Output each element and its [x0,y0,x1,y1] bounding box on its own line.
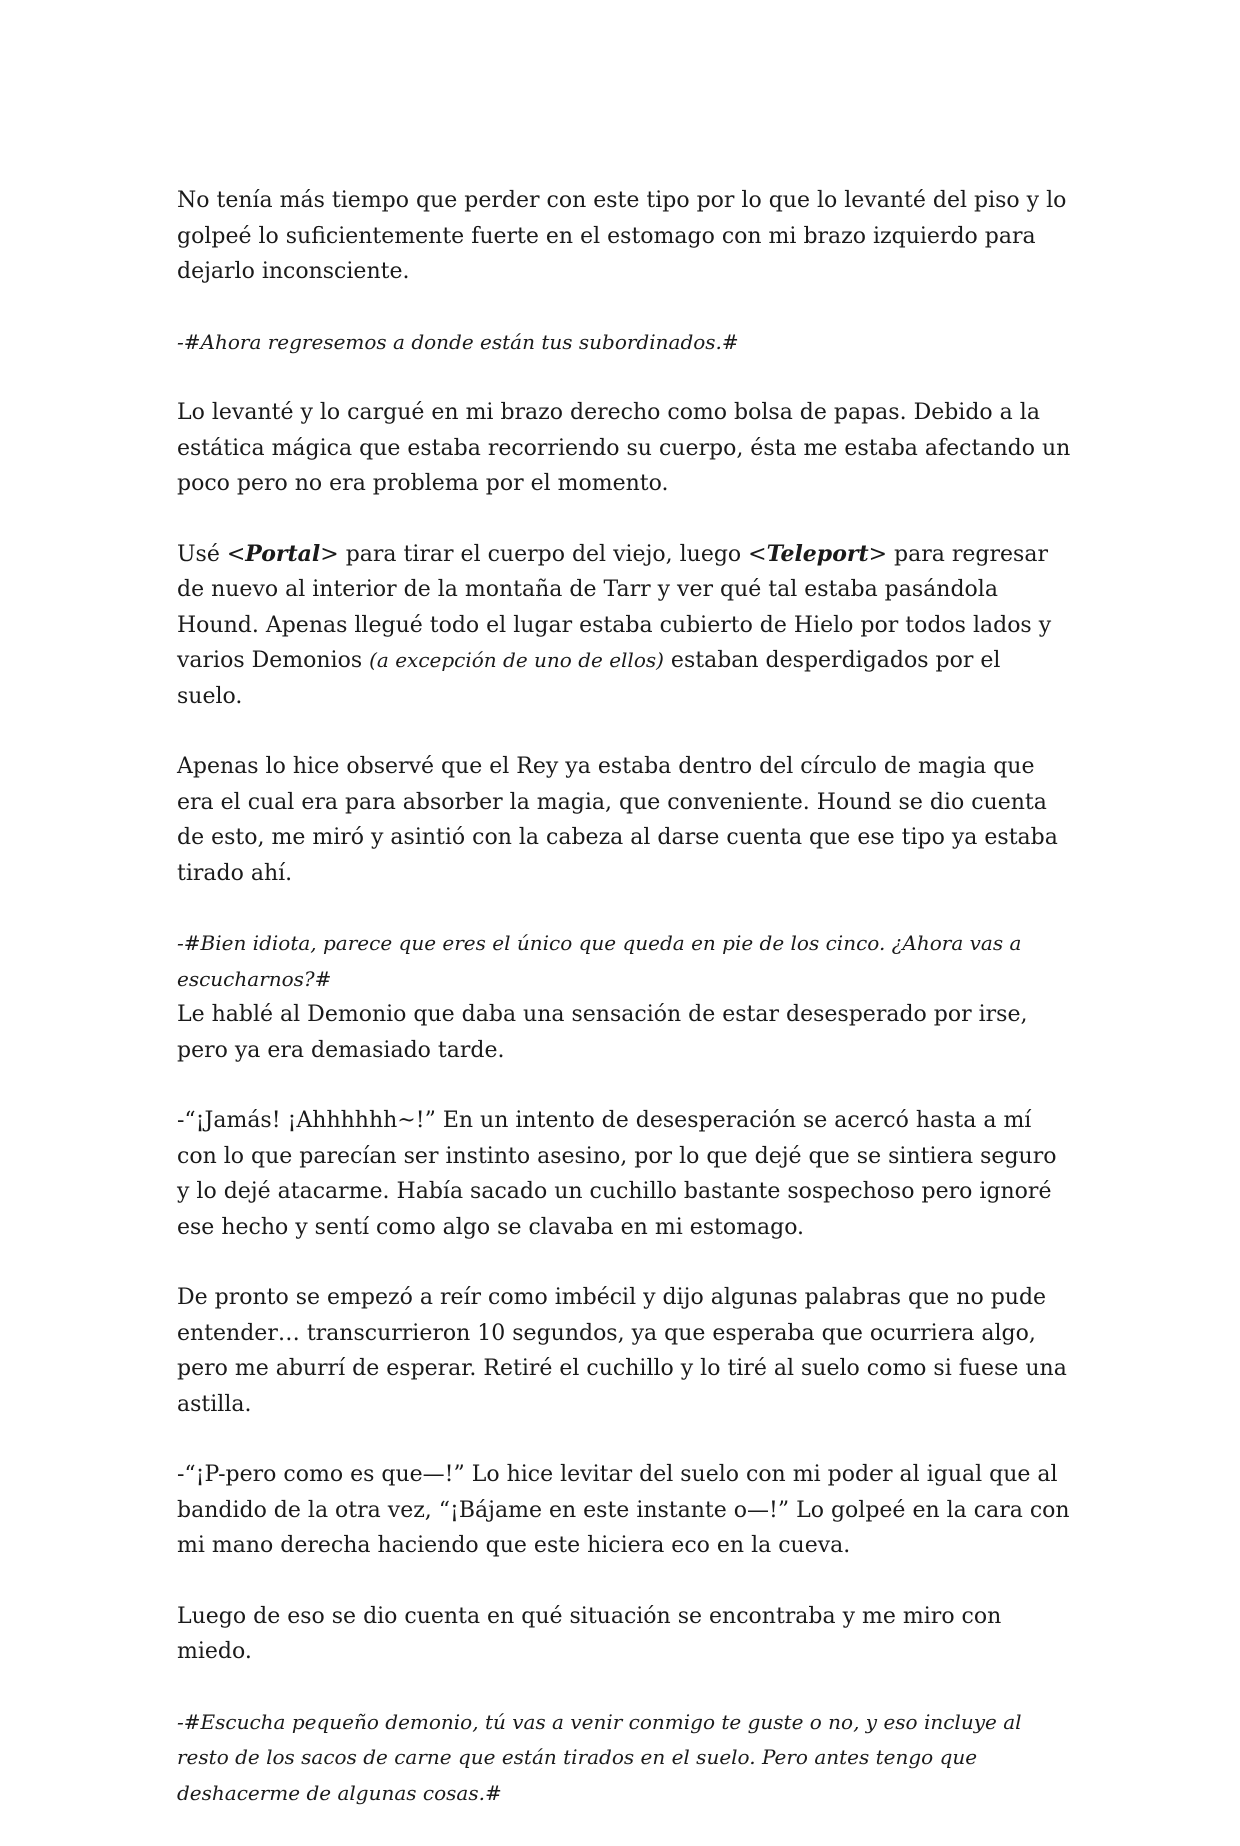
paragraph-7: -“¡Jamás! ¡Ahhhhhh~!” En un intento de desesperación se acercó hasta a mí con lo que parecían ser instinto asesino, por lo que dejé que se sintiera seguro y lo dejé atacarme. Había sacado un cuchillo bastante sospechoso pero ignoré ese hecho y sentí como algo se clavaba en mi estomago. [177,1108,1057,1240]
paragraph-4-text-c: > para regresar de nuevo al interior de la montaña de Tarr y ver qué tal estaba pasándola Hound. Apenas llegué todo el lugar estaba cubierto de Hielo por todos lados y varios Demonios [177,541,1052,673]
paragraph-8: De pronto se empezó a reír como imbécil y dijo algunas palabras que no pude entender… transcurrieron 10 segundos, ya que esperaba que ocurriera algo, pero me aburrí de esperar. Retiré el cuchillo y lo tiré al suelo como si fuese una astilla. [177,1285,1067,1417]
paragraph-6: Le hablé al Demonio que daba una sensación de estar desesperado por irse, pero ya era demasiado tarde. [177,1002,1028,1063]
teleport-spell-name: Teleport [766,540,869,567]
dialogue-paragraph-6: -#Bien idiota, parece que eres el único que queda en pie de los cinco. ¿Ahora vas a escucharnos?# [177,931,1022,991]
dialogue-paragraph-11: -#Escucha pequeño demonio, tú vas a venir conmigo te guste o no, y eso incluye al resto de los sacos de carne que están tirados en el suelo. Pero antes tengo que deshacerme de algunas cosas.# [177,1709,1022,1805]
portal-spell-name: Portal [245,540,321,567]
paragraph-4-text-d: estaban desperdigados por el suelo. [177,648,1001,709]
paragraph-9: -“¡P-pero como es que—!” Lo hice levitar del suelo con mi poder al igual que al bandido de la otra vez, “¡Bájame en este instante o—!” Lo golpeé en la cara con mi mano derecha haciendo que este hiciera eco en la cueva. [177,1462,1070,1558]
paragraph-4 [177,537,1072,715]
paragraph-1: No tenía más tiempo que perder con este tipo por lo que lo levanté del piso y lo golpeé lo suficientemente fuerte en el estomago con mi brazo izquierdo para dejarlo inconsciente. [177,188,1067,284]
paragraph-5: Apenas lo hice observé que el Rey ya estaba dentro del círculo de magia que era el cual era para absorber la magia, que conveniente. Hound se dio cuenta de esto, me miró y asintió con la cabeza al darse cuenta que ese tipo ya estaba tirado ahí. [177,754,1058,886]
paragraph-4-italic-aside: (a excepción de uno de ellos) [369,648,664,672]
document-body [177,183,1072,1846]
paragraph-3: Lo levanté y lo cargué en mi brazo derecho como bolsa de papas. Debido a la estática mágica que estaba recorriendo su cuerpo, ésta me estaba afectando un poco pero no era problema por el momento. [177,400,1071,496]
paragraph-4-text-a: Usé < [177,541,246,567]
paragraph-10: Luego de eso se dio cuenta en qué situación se encontraba y me miro con miedo. [177,1603,1002,1664]
paragraph-4-text-b: > para tirar el cuerpo del viejo, luego < [320,541,767,567]
dialogue-paragraph-2: -#Ahora regresemos a donde están tus subordinados.# [177,329,739,354]
